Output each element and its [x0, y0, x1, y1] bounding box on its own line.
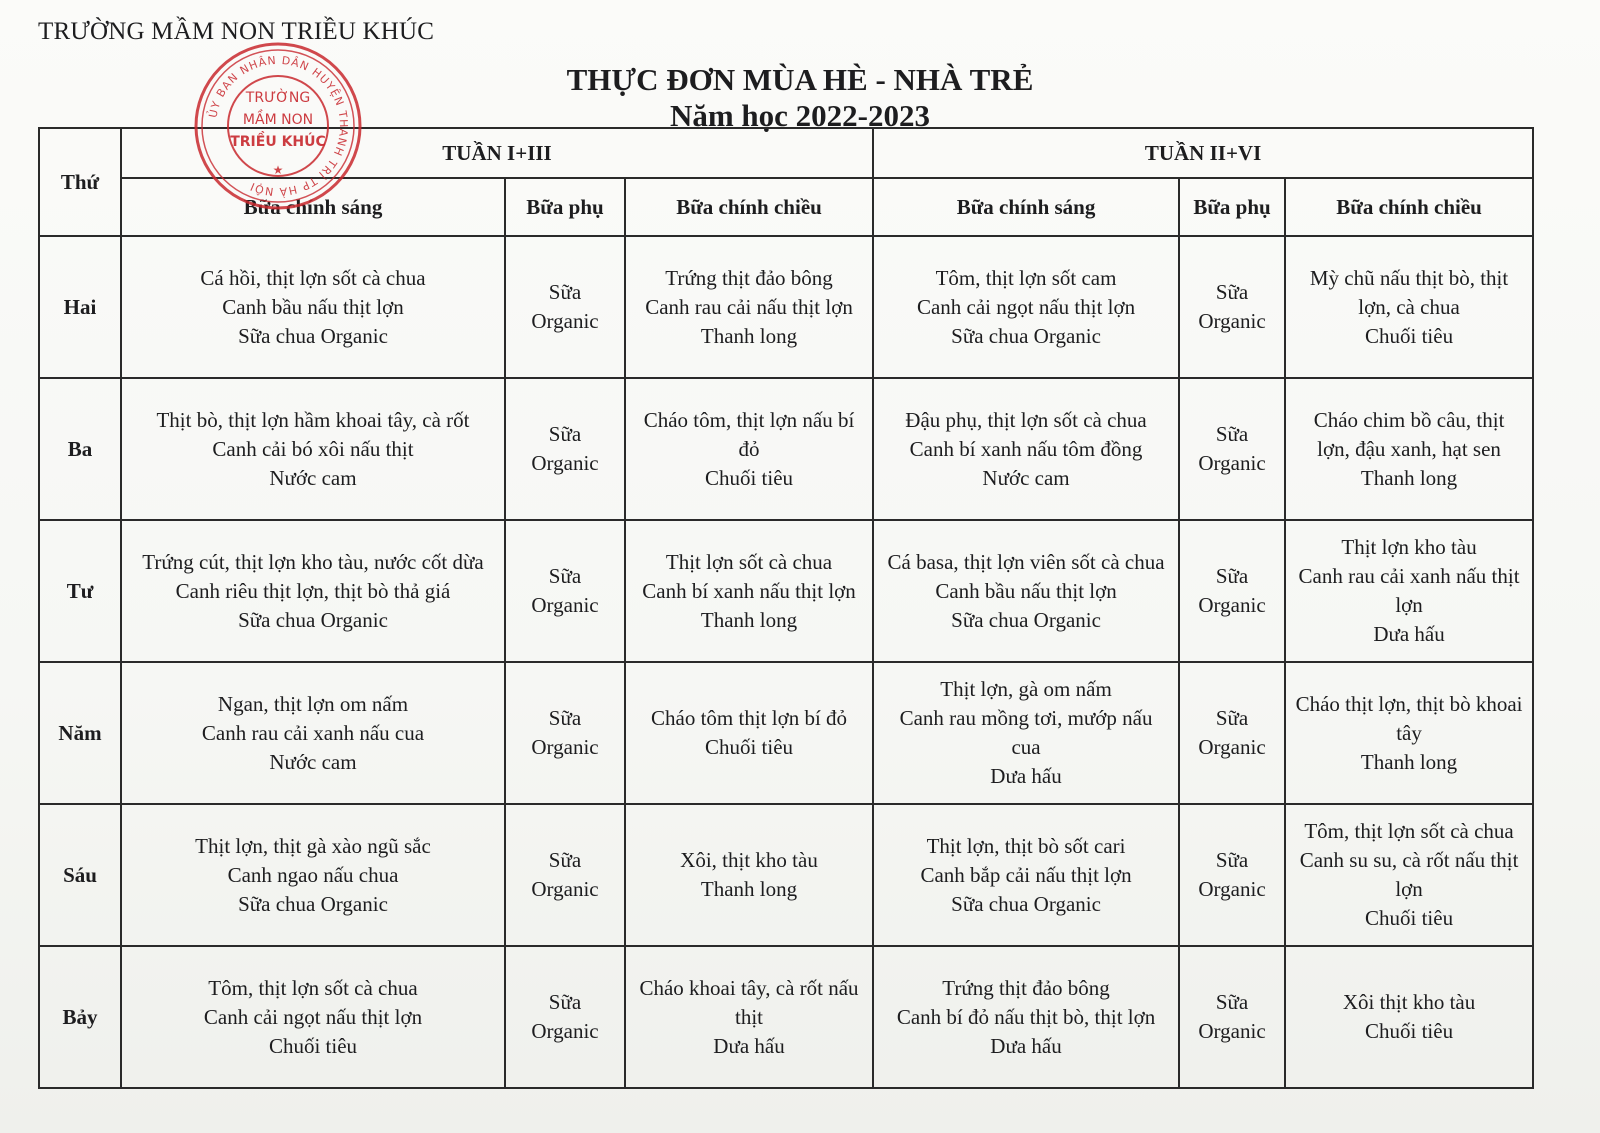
menu-item-line: Sữa — [548, 422, 582, 446]
menu-cell — [1179, 946, 1285, 1088]
menu-cell — [1285, 662, 1533, 804]
menu-item-line: Cá hồi, thịt lợn sốt cà chua — [200, 265, 426, 290]
menu-item-line: Canh bí xanh nấu tôm đồng — [909, 436, 1143, 461]
menu-cell — [121, 662, 505, 804]
menu-item-line: Thịt bò, thịt lợn hầm khoai tây, cà rốt — [156, 407, 470, 432]
menu-cell — [505, 236, 625, 378]
menu-cell — [873, 804, 1179, 946]
meal-header-3: Bữa chính chiều — [625, 178, 873, 236]
menu-item-line: Organic — [1198, 593, 1266, 617]
day-header: Thứ — [39, 128, 121, 236]
seal-line-3: TRIỀU KHÚC — [230, 134, 326, 150]
menu-cell — [505, 520, 625, 662]
menu-item-line: Chuối tiêu — [704, 465, 794, 490]
menu-item-line: Chuối tiêu — [1365, 323, 1454, 348]
day-cell: Ba — [39, 378, 121, 520]
menu-item-line: Thanh long — [700, 323, 798, 348]
menu-item-line: Nước cam — [269, 465, 357, 490]
menu-item-line: Nước cam — [269, 749, 357, 774]
menu-item-line: Trứng thịt đảo bông — [665, 265, 833, 290]
menu-item-line: Thanh long — [1360, 465, 1458, 490]
menu-item-line: Cháo khoai tây, cà rốt nấu — [639, 975, 859, 1000]
menu-cell — [1179, 378, 1285, 520]
menu-cell — [625, 520, 873, 662]
menu-item-line: Cháo thịt lợn, thịt bò khoai — [1295, 691, 1523, 716]
menu-cell — [625, 378, 873, 520]
day-cell: Bảy — [39, 946, 121, 1088]
menu-item-line: Organic — [1198, 309, 1266, 333]
menu-item-line: Thịt lợn kho tàu — [1341, 535, 1477, 559]
menu-cell — [121, 236, 505, 378]
meal-header-1: Bữa chính sáng — [121, 178, 505, 236]
menu-cell — [873, 946, 1179, 1088]
menu-cell — [1179, 804, 1285, 946]
menu-item-line: Sữa — [548, 990, 582, 1014]
week-header-2: TUẦN II+VI — [873, 128, 1533, 178]
menu-item-line: Organic — [531, 735, 599, 759]
table-row — [39, 946, 1533, 1088]
menu-item-line: Cháo tôm, thịt lợn nấu bí — [643, 407, 855, 432]
menu-item-line: lợn, đậu xanh, hạt sen — [1317, 436, 1501, 461]
menu-cell — [505, 662, 625, 804]
menu-item-line: Dưa hấu — [1373, 622, 1445, 646]
menu-item-line: thịt — [735, 1004, 764, 1029]
menu-item-line: Tôm, thịt lợn sốt cà chua — [1304, 819, 1514, 843]
menu-item-line: Chuối tiêu — [1365, 1019, 1454, 1043]
menu-cell — [121, 520, 505, 662]
menu-cell — [1285, 236, 1533, 378]
meal-header-5: Bữa phụ — [1179, 178, 1285, 236]
menu-cell — [1285, 946, 1533, 1088]
menu-cell — [873, 662, 1179, 804]
menu-item-line: Organic — [531, 309, 599, 333]
menu-item-line: lợn — [1395, 877, 1423, 901]
menu-item-line: Dưa hấu — [713, 1033, 785, 1058]
menu-table — [38, 127, 1534, 1089]
menu-item-line: Sữa — [548, 564, 582, 588]
menu-item-line: Canh bí đỏ nấu thịt bò, thịt lợn — [896, 1004, 1156, 1029]
menu-item-line: Canh rau cải xanh nấu cua — [201, 720, 425, 745]
menu-cell — [625, 804, 873, 946]
menu-item-line: Sữa chua Organic — [238, 891, 388, 916]
menu-item-line: Organic — [531, 1019, 599, 1043]
menu-item-line: Sữa chua Organic — [951, 891, 1101, 916]
table-row — [39, 520, 1533, 662]
menu-cell — [1285, 804, 1533, 946]
table-row — [39, 804, 1533, 946]
seal-star: ★ — [272, 163, 284, 177]
menu-item-line: Sữa — [1215, 422, 1249, 446]
menu-item-line: Canh su su, cà rốt nấu thịt — [1299, 848, 1519, 872]
menu-item-line: lợn, cà chua — [1358, 294, 1460, 319]
day-cell: Năm — [39, 662, 121, 804]
week-header-1: TUẦN I+III — [121, 128, 873, 178]
menu-cell — [1179, 236, 1285, 378]
menu-item-line: Thanh long — [700, 877, 798, 901]
menu-item-line: Xôi thịt kho tàu — [1342, 990, 1476, 1014]
menu-item-line: Nước cam — [982, 465, 1070, 490]
menu-item-line: Canh rau mồng tơi, mướp nấu — [899, 706, 1153, 730]
menu-cell — [121, 804, 505, 946]
menu-item-line: Thanh long — [700, 607, 798, 632]
menu-cell — [1285, 520, 1533, 662]
menu-item-line: Thanh long — [1360, 749, 1458, 774]
menu-item-line: Cháo tôm thịt lợn bí đỏ — [651, 706, 848, 730]
menu-item-line: Dưa hấu — [990, 764, 1062, 788]
menu-item-line: Canh cải ngọt nấu thịt lợn — [916, 294, 1136, 319]
menu-item-line: Organic — [1198, 451, 1266, 475]
menu-cell — [625, 946, 873, 1088]
menu-item-line: Dưa hấu — [990, 1033, 1062, 1058]
menu-item-line: Cháo chim bồ câu, thịt — [1313, 407, 1505, 432]
table-row — [39, 236, 1533, 378]
menu-item-line: lợn — [1395, 593, 1423, 617]
menu-item-line: Thịt lợn, gà om nấm — [940, 677, 1112, 701]
menu-item-line: Sữa chua Organic — [951, 323, 1101, 348]
menu-item-line: Cá basa, thịt lợn viên sốt cà chua — [887, 549, 1165, 574]
menu-cell — [625, 662, 873, 804]
meal-header-2: Bữa phụ — [505, 178, 625, 236]
menu-item-line: Chuối tiêu — [268, 1033, 358, 1058]
menu-item-line: Canh rau cải xanh nấu thịt — [1298, 564, 1520, 588]
menu-item-line: Sữa chua Organic — [951, 607, 1101, 632]
menu-item-line: đỏ — [738, 436, 760, 461]
seal-line-2: MẦM NON — [242, 112, 314, 128]
menu-cell — [121, 946, 505, 1088]
menu-item-line: Sữa chua Organic — [238, 607, 388, 632]
menu-item-line: Canh cải bó xôi nấu thịt — [212, 436, 414, 461]
menu-item-line: Canh cải ngọt nấu thịt lợn — [203, 1004, 423, 1029]
menu-item-line: Ngan, thịt lợn om nấm — [217, 691, 409, 716]
menu-item-line: Đậu phụ, thịt lợn sốt cà chua — [905, 407, 1147, 432]
menu-item-line: Sữa — [1215, 706, 1249, 730]
menu-item-line: Thịt lợn, thịt gà xào ngũ sắc — [195, 833, 431, 858]
menu-item-line: Canh ngao nấu chua — [227, 862, 399, 887]
menu-item-line: Tôm, thịt lợn sốt cam — [935, 265, 1117, 290]
menu-cell — [505, 804, 625, 946]
menu-cell — [873, 236, 1179, 378]
menu-title: THỰC ĐƠN MÙA HÈ - NHÀ TRẺ — [566, 62, 1034, 97]
menu-item-line: tây — [1396, 720, 1422, 745]
menu-item-line: Mỳ chũ nấu thịt bò, thịt — [1309, 265, 1509, 290]
menu-item-line: Sữa — [1215, 564, 1249, 588]
menu-item-line: Canh bầu nấu thịt lợn — [222, 294, 404, 319]
menu-item-line: Organic — [531, 593, 599, 617]
menu-cell — [121, 378, 505, 520]
menu-item-line: Sữa — [548, 280, 582, 304]
menu-item-line: Canh rau cải nấu thịt lợn — [645, 294, 853, 319]
menu-item-line: Organic — [1198, 877, 1266, 901]
menu-item-line: Trứng cút, thịt lợn kho tàu, nước cốt dừa — [142, 549, 484, 574]
seal-ring-text: ỦY BAN NHÂN DÂN HUYỆN THANH TRÌ TP HÀ NỘI — [206, 53, 351, 199]
table-row — [39, 662, 1533, 804]
menu-item-line: Sữa — [548, 848, 582, 872]
seal-line-1: TRƯỜNG — [245, 90, 311, 106]
menu-item-line: Sữa — [1215, 990, 1249, 1014]
school-name: TRƯỜNG MẦM NON TRIỀU KHÚC — [38, 18, 435, 45]
school-year: Năm học 2022-2023 — [669, 98, 931, 133]
menu-item-line: Chuối tiêu — [704, 735, 794, 759]
menu-item-line: Canh bí xanh nấu thịt lợn — [642, 578, 856, 603]
menu-item-line: Organic — [531, 451, 599, 475]
menu-item-line: Organic — [1198, 735, 1266, 759]
menu-item-line: Canh bắp cải nấu thịt lợn — [920, 862, 1132, 887]
meal-header-6: Bữa chính chiều — [1285, 178, 1533, 236]
menu-item-line: Canh riêu thịt lợn, thịt bò thả giá — [175, 578, 451, 603]
menu-item-line: Chuối tiêu — [1365, 906, 1454, 930]
menu-item-line: Sữa — [1215, 280, 1249, 304]
menu-cell — [1285, 378, 1533, 520]
menu-item-line: Thịt lợn, thịt bò sốt cari — [926, 833, 1126, 858]
menu-cell — [1179, 520, 1285, 662]
menu-item-line: Organic — [1198, 1019, 1266, 1043]
menu-item-line: Trứng thịt đảo bông — [942, 975, 1110, 1000]
table-row — [39, 378, 1533, 520]
day-cell: Sáu — [39, 804, 121, 946]
menu-item-line: Thịt lợn sốt cà chua — [665, 549, 833, 574]
day-cell: Hai — [39, 236, 121, 378]
menu-body — [39, 236, 1533, 1088]
menu-item-line: Canh bầu nấu thịt lợn — [935, 578, 1117, 603]
menu-cell — [505, 946, 625, 1088]
menu-item-line: Xôi, thịt kho tàu — [680, 848, 818, 872]
school-seal — [192, 40, 364, 212]
menu-item-line: Organic — [531, 877, 599, 901]
menu-cell — [873, 520, 1179, 662]
menu-cell — [505, 378, 625, 520]
menu-cell — [873, 378, 1179, 520]
menu-item-line: Sữa chua Organic — [238, 323, 388, 348]
menu-item-line: Sữa — [1215, 848, 1249, 872]
menu-cell — [1179, 662, 1285, 804]
menu-item-line: Tôm, thịt lợn sốt cà chua — [208, 975, 418, 1000]
menu-item-line: cua — [1011, 735, 1041, 759]
menu-cell — [625, 236, 873, 378]
meal-header-4: Bữa chính sáng — [873, 178, 1179, 236]
day-cell: Tư — [39, 520, 121, 662]
menu-item-line: Sữa — [548, 706, 582, 730]
